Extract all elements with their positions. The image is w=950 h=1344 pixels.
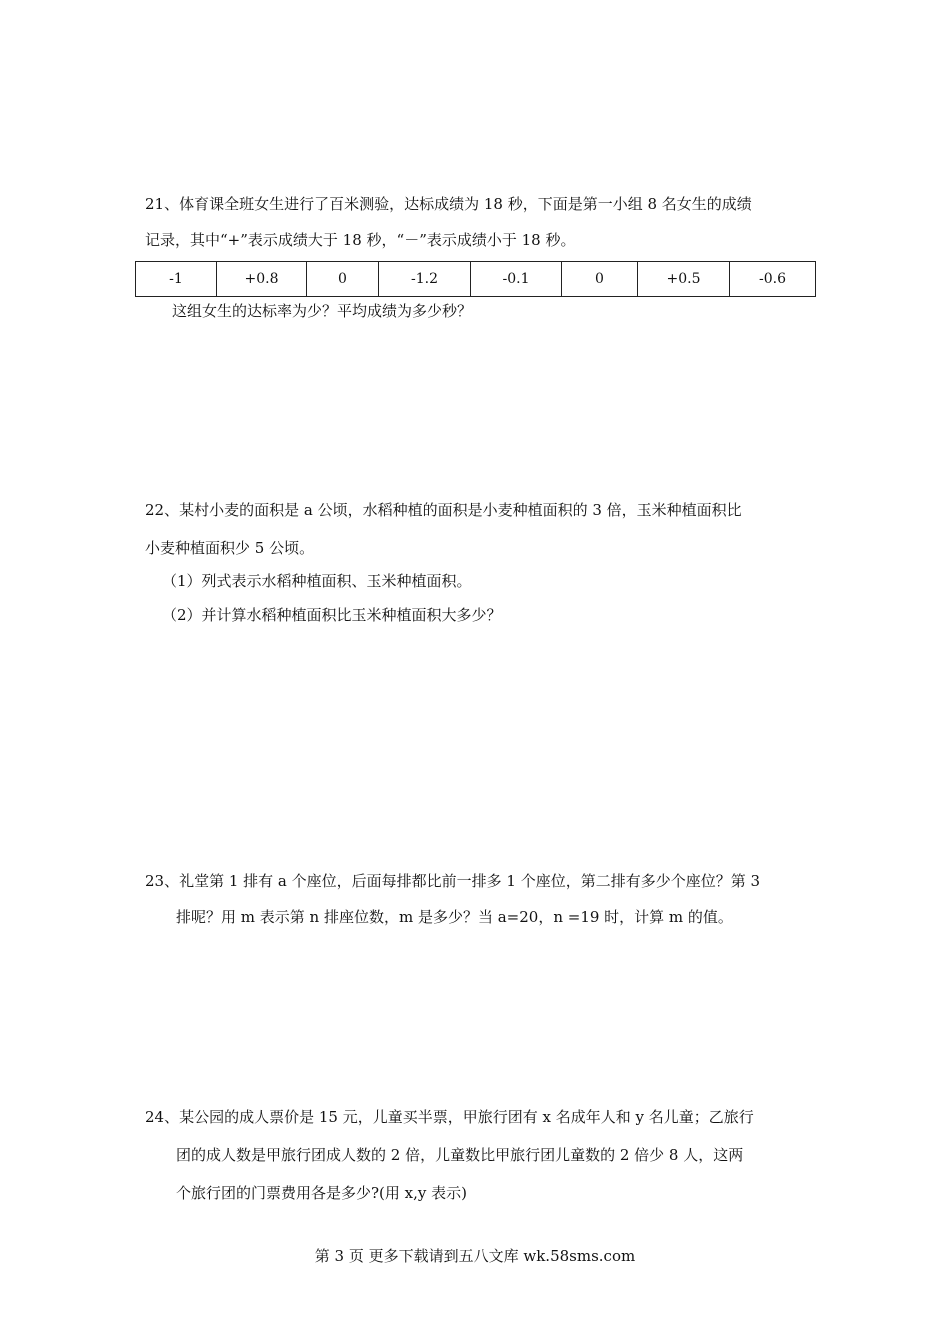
- score-cell: -1.2: [379, 262, 471, 297]
- score-cell: 0: [307, 262, 379, 297]
- q23-line1: 23、礼堂第 1 排有 a 个座位，后面每排都比前一排多 1 个座位，第二排有多少个座位？第 3: [145, 872, 761, 890]
- score-cell: +0.8: [217, 262, 307, 297]
- q24-line3: 个旅行团的门票费用各是多少?(用 x,y 表示): [176, 1184, 467, 1202]
- q22-part2: （2）并计算水稻种植面积比玉米种植面积大多少？: [162, 606, 502, 624]
- q22-part1: （1）列式表示水稻种植面积、玉米种植面积。: [162, 572, 472, 590]
- q24-line1: 24、某公园的成人票价是 15 元，儿童买半票，甲旅行团有 x 名成年人和 y 名儿童；乙旅行: [145, 1108, 754, 1126]
- score-cell: 0: [562, 262, 638, 297]
- q23-line2: 排呢？用 m 表示第 n 排座位数，m 是多少？当 a=20，n =19 时，计算 m 的值。: [176, 908, 733, 926]
- score-cell: +0.5: [638, 262, 730, 297]
- scores-table: [135, 261, 816, 297]
- q21-question: 这组女生的达标率为少？平均成绩为多少秒？: [172, 302, 473, 320]
- score-cell: -0.1: [471, 262, 562, 297]
- q24-line2: 团的成人数是甲旅行团成人数的 2 倍，儿童数比甲旅行团儿童数的 2 倍少 8 人，这两: [176, 1146, 744, 1164]
- q22-line2: 小麦种植面积少 5 公顷。: [145, 539, 315, 557]
- page-footer: 第 3 页 更多下载请到五八文库 wk.58sms.com: [314, 1247, 636, 1265]
- table-row: [136, 262, 816, 297]
- score-cell: -0.6: [730, 262, 816, 297]
- q21-line2: 记录，其中“+”表示成绩大于 18 秒，“－”表示成绩小于 18 秒。: [145, 231, 576, 249]
- q22-line1: 22、某村小麦的面积是 a 公顷，水稻种植的面积是小麦种植面积的 3 倍，玉米种植面积比: [145, 501, 742, 519]
- q21-line1: 21、体育课全班女生进行了百米测验，达标成绩为 18 秒，下面是第一小组 8 名女生的成绩: [145, 195, 752, 213]
- score-cell: -1: [136, 262, 217, 297]
